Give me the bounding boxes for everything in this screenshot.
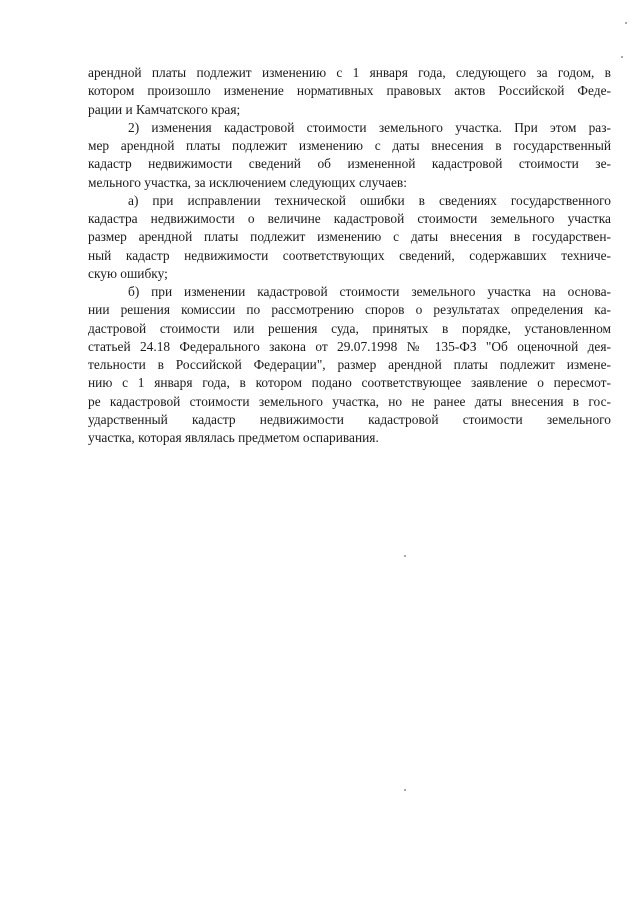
text-line: дастровой стоимости или решения суда, принятых в порядке, установленном [88, 320, 611, 336]
text-line: статьей 24.18 Федерального закона от 29.07.1998 № 135-ФЗ "Об оценочной дея- [88, 338, 611, 354]
text-line: мельного участка, за исключением следующих случаев: [88, 174, 407, 190]
text-line: ударственный кадастр недвижимости кадастровой стоимости земельного [88, 411, 611, 427]
text-line: участка, которая являлась предметом оспаривания. [88, 430, 379, 445]
subparagraph-b-start: б) при изменении кадастровой стоимости земельного участка на основа- [128, 284, 611, 299]
text-line: мер арендной платы подлежит изменению с даты внесения в государственный [88, 138, 611, 153]
text-line: арендной платы подлежит изменению с 1 января года, следующего за годом, в [88, 65, 611, 80]
text-line: нии решения комиссии по рассмотрению споров о результатах определения ка- [88, 302, 611, 318]
text-line: ный кадастр недвижимости соответствующих сведений, содержавших техниче- [88, 247, 611, 263]
text-line: кадастра недвижимости о величине кадастровой стоимости земельного участка [88, 211, 611, 226]
scan-speck [404, 555, 406, 557]
subparagraph-a-start: а) при исправлении технической ошибки в сведениях государственного [128, 192, 611, 208]
text-line: кадастр недвижимости сведений об измененной кадастровой стоимости зе- [88, 156, 611, 172]
text-line: размер арендной платы подлежит изменению с даты внесения в государствен- [88, 229, 611, 245]
paragraph-2-start: 2) изменения кадастровой стоимости земельного участка. При этом раз- [128, 119, 611, 135]
text-line: ре кадастровой стоимости земельного участка, но не ранее даты внесения в гос- [88, 393, 611, 409]
text-line: тельности в Российской Федерации", размер арендной платы подлежит измене- [88, 357, 611, 372]
document-body [88, 64, 611, 447]
text-line: нию с 1 января года, в котором подано соответствующее заявление о пересмот- [88, 375, 611, 391]
scan-speck [625, 22, 627, 24]
scan-speck [621, 56, 623, 58]
text-line: рации и Камчатского края; [88, 101, 241, 117]
text-line: котором произошло изменение нормативных правовых актов Российской Феде- [88, 83, 611, 99]
text-line: скую ошибку; [88, 265, 168, 281]
scan-speck [404, 789, 406, 791]
